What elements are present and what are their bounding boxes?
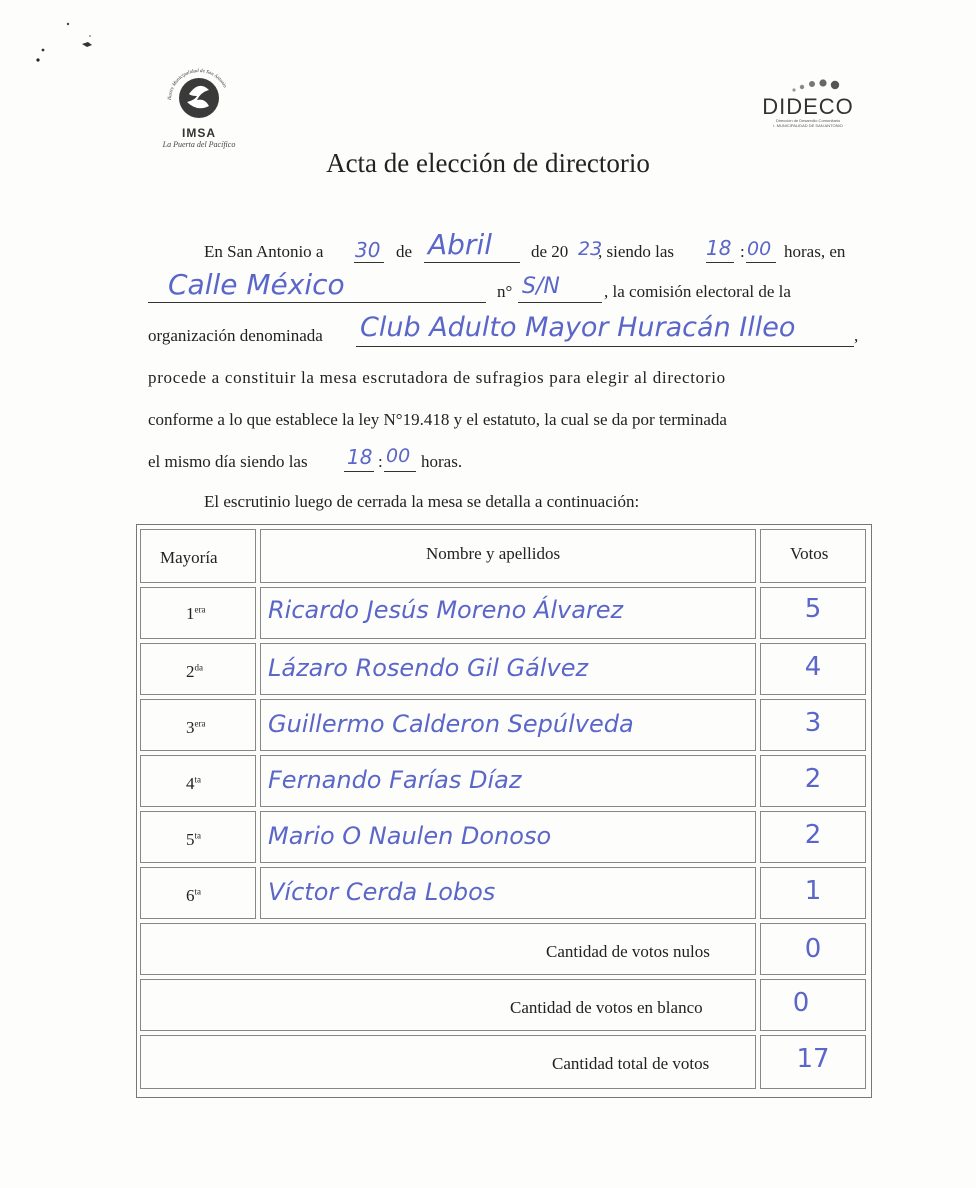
organization-handwritten: Club Adulto Mayor Huracán Illeo <box>360 312 796 343</box>
candidate-name-1: Ricardo Jesús Moreno Álvarez <box>268 596 624 624</box>
candidate-name-4: Fernando Farías Díaz <box>268 766 522 794</box>
dideco-dots-icon <box>786 76 846 96</box>
form-text-2b: , la comisión electoral de la <box>604 282 791 301</box>
organization-blank <box>356 346 854 347</box>
total-votes-label: Cantidad total de votos <box>552 1054 710 1073</box>
candidate-votes-6: 1 <box>804 876 822 906</box>
form-text-3a: organización denominada <box>148 326 323 345</box>
imsa-tagline: La Puerta del Pacífico <box>162 140 236 149</box>
candidate-name-5: Mario O Naulen Donoso <box>268 822 552 850</box>
candidate-name-3: Guillermo Calderon Sepúlveda <box>268 710 634 738</box>
rank-suffix: era <box>194 718 206 729</box>
month-handwritten: Abril <box>428 228 492 261</box>
blank-votes-value: 0 <box>792 988 810 1018</box>
rank-6 <box>186 886 201 906</box>
form-text-6-colon: : <box>378 452 383 471</box>
dideco-subtitle-1: Dirección de Desarrollo Comunitario <box>775 118 841 123</box>
rank-suffix: da <box>194 662 203 673</box>
rank-number: 2 <box>186 662 195 681</box>
header-name: Nombre y apellidos <box>426 544 561 563</box>
rank-4 <box>186 774 201 794</box>
candidate-votes-2: 4 <box>804 652 822 682</box>
form-text-1a: En San Antonio a <box>204 242 324 261</box>
imsa-logo <box>144 64 254 149</box>
form-text-1e: : <box>740 242 745 261</box>
rank-5 <box>186 830 201 850</box>
form-text-6a: el mismo día siendo las <box>148 452 308 471</box>
imsa-seal-text: Ilustre Municipalidad de San Antonio <box>167 68 227 101</box>
blank-votes-label: Cantidad de votos en blanco <box>510 998 703 1017</box>
candidate-votes-1: 5 <box>804 594 822 624</box>
form-text-5: conforme a lo que establece la ley N°19.418 y el estatuto, la cual se da por terminada <box>148 410 727 429</box>
place-number-blank <box>518 302 602 303</box>
dideco-name: DIDECO <box>762 94 854 119</box>
rank-3 <box>186 718 206 738</box>
minute-start-blank <box>746 262 776 263</box>
null-votes-value: 0 <box>804 934 822 964</box>
year-handwritten: 23 <box>578 238 603 260</box>
rank-1 <box>186 604 206 624</box>
scan-mark-icon <box>30 20 100 70</box>
rank-number: 6 <box>186 886 195 905</box>
hour-end-handwritten: 18 <box>347 445 373 469</box>
dideco-logo <box>756 76 860 128</box>
header-rank: Mayoría <box>160 548 218 567</box>
place-handwritten: Calle México <box>168 268 345 301</box>
minute-start-handwritten: 00 <box>747 238 772 260</box>
rank-number: 4 <box>186 774 195 793</box>
hour-start-blank <box>706 262 734 263</box>
hour-start-handwritten: 18 <box>706 236 732 260</box>
dideco-subtitle-2: I. MUNICIPALIDAD DE SAN ANTONIO <box>773 123 843 128</box>
imsa-name: IMSA <box>182 126 216 140</box>
minute-end-handwritten: 00 <box>386 445 411 467</box>
rank-suffix: ta <box>194 886 201 897</box>
imsa-seal-icon <box>163 64 235 128</box>
day-handwritten: 30 <box>355 238 381 262</box>
form-text-7: El escrutinio luego de cerrada la mesa se detalla a continuación: <box>204 492 640 511</box>
form-text-3b: , <box>854 326 859 345</box>
rank-number: 3 <box>186 718 195 737</box>
candidate-votes-3: 3 <box>804 708 822 738</box>
form-text-1c: de 20 <box>531 242 569 261</box>
rank-suffix: ta <box>194 830 201 841</box>
form-text-1f: horas, en <box>784 242 846 261</box>
rank-number: 5 <box>186 830 195 849</box>
form-text-1d: , siendo las <box>598 242 675 261</box>
day-blank <box>354 262 384 263</box>
form-text-1b: de <box>396 242 413 261</box>
rank-suffix: ta <box>194 774 201 785</box>
form-text-6b: horas. <box>421 452 463 471</box>
rank-suffix: era <box>194 604 206 615</box>
minute-end-blank <box>384 471 416 472</box>
candidate-votes-4: 2 <box>804 764 822 794</box>
candidate-name-2: Lázaro Rosendo Gil Gálvez <box>268 654 589 682</box>
form-text-4: procede a constituir la mesa escrutadora de sufragios para elegir al directorio <box>148 368 726 387</box>
month-blank <box>424 262 520 263</box>
results-table <box>136 524 872 1100</box>
document-title: Acta de elección de directorio <box>326 148 650 178</box>
hour-end-blank <box>344 471 374 472</box>
rank-number: 1 <box>186 604 195 623</box>
candidate-name-6: Víctor Cerda Lobos <box>268 878 496 906</box>
form-text-2a: n° <box>497 282 513 301</box>
total-votes-value: 17 <box>796 1044 830 1074</box>
null-votes-label: Cantidad de votos nulos <box>546 942 710 961</box>
rank-2 <box>186 662 203 682</box>
place-blank <box>148 302 486 303</box>
header-votes: Votos <box>790 544 829 563</box>
candidate-votes-5: 2 <box>804 820 822 850</box>
place-number-handwritten: S/N <box>522 274 560 299</box>
